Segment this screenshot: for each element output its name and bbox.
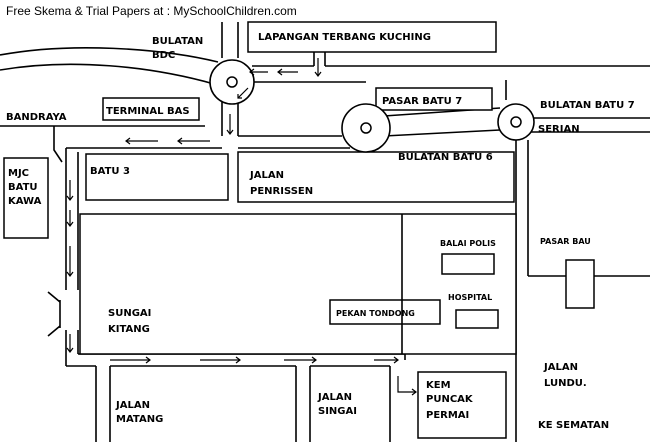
label-kem-line1: KEM	[426, 380, 451, 391]
label-kem-line3: PERMAI	[426, 410, 470, 421]
block-pasar-bau	[566, 260, 594, 308]
label-sungai-line2: KITANG	[108, 324, 150, 335]
roundabout-batu-6	[342, 104, 390, 152]
label-sungai-line1: SUNGAI	[108, 308, 152, 319]
road-b6-b7-lower	[384, 130, 500, 136]
label-hospital: HOSPITAL	[448, 293, 493, 302]
label-matang-line1: JALAN	[116, 400, 150, 411]
label-pasar-batu-7: PASAR BATU 7	[382, 96, 463, 107]
label-lapangan: LAPANGAN TERBANG KUCHING	[258, 32, 431, 43]
label-lundu-line1: JALAN	[544, 362, 578, 373]
label-batu-3: BATU 3	[90, 166, 130, 177]
label-pasar-bau: PASAR BAU	[540, 237, 591, 246]
label-mjc-line3: KAWA	[8, 196, 42, 207]
label-matang-line2: MATANG	[116, 414, 164, 425]
label-singai-line2: SINGAI	[318, 406, 357, 417]
road-bdc-west-upper	[0, 48, 218, 62]
label-bandraya: BANDRAYA	[6, 112, 67, 123]
label-pekan-tondong: PEKAN TONDONG	[336, 309, 415, 318]
road-left-bend-outer	[54, 126, 62, 162]
label-serian: SERIAN	[538, 124, 580, 135]
roundabout-batu-7	[498, 104, 534, 140]
label-bulatan-bdc-line1: BULATAN	[152, 36, 204, 47]
label-singai-line1: JALAN	[318, 392, 352, 403]
roundabout-bdc	[210, 60, 254, 104]
label-ke-sematan: KE SEMATAN	[538, 420, 610, 431]
label-bulatan-batu-6: BULATAN BATU 6	[398, 152, 493, 163]
header-text: Free Skema & Trial Papers at : MySchoolChildren.com	[6, 4, 297, 18]
label-lundu-line2: LUNDU.	[544, 378, 587, 389]
label-terminal-bas: TERMINAL BAS	[106, 106, 190, 117]
block-hospital	[456, 310, 498, 328]
road-bdc-west-lower	[0, 64, 214, 84]
block-balai-polis	[442, 254, 494, 274]
block-batu-3	[86, 154, 228, 200]
label-mjc-line1: MJC	[8, 168, 30, 179]
label-balai-polis: BALAI POLIS	[440, 239, 496, 248]
label-kem-line2: PUNCAK	[426, 394, 473, 405]
label-bulatan-batu-7: BULATAN BATU 7	[540, 100, 635, 111]
label-mjc-line2: BATU	[8, 182, 38, 193]
label-penrissen-line1: JALAN	[250, 170, 284, 181]
label-penrissen-line2: PENRISSEN	[250, 186, 314, 197]
label-bulatan-bdc-line2: BDC	[152, 50, 176, 61]
